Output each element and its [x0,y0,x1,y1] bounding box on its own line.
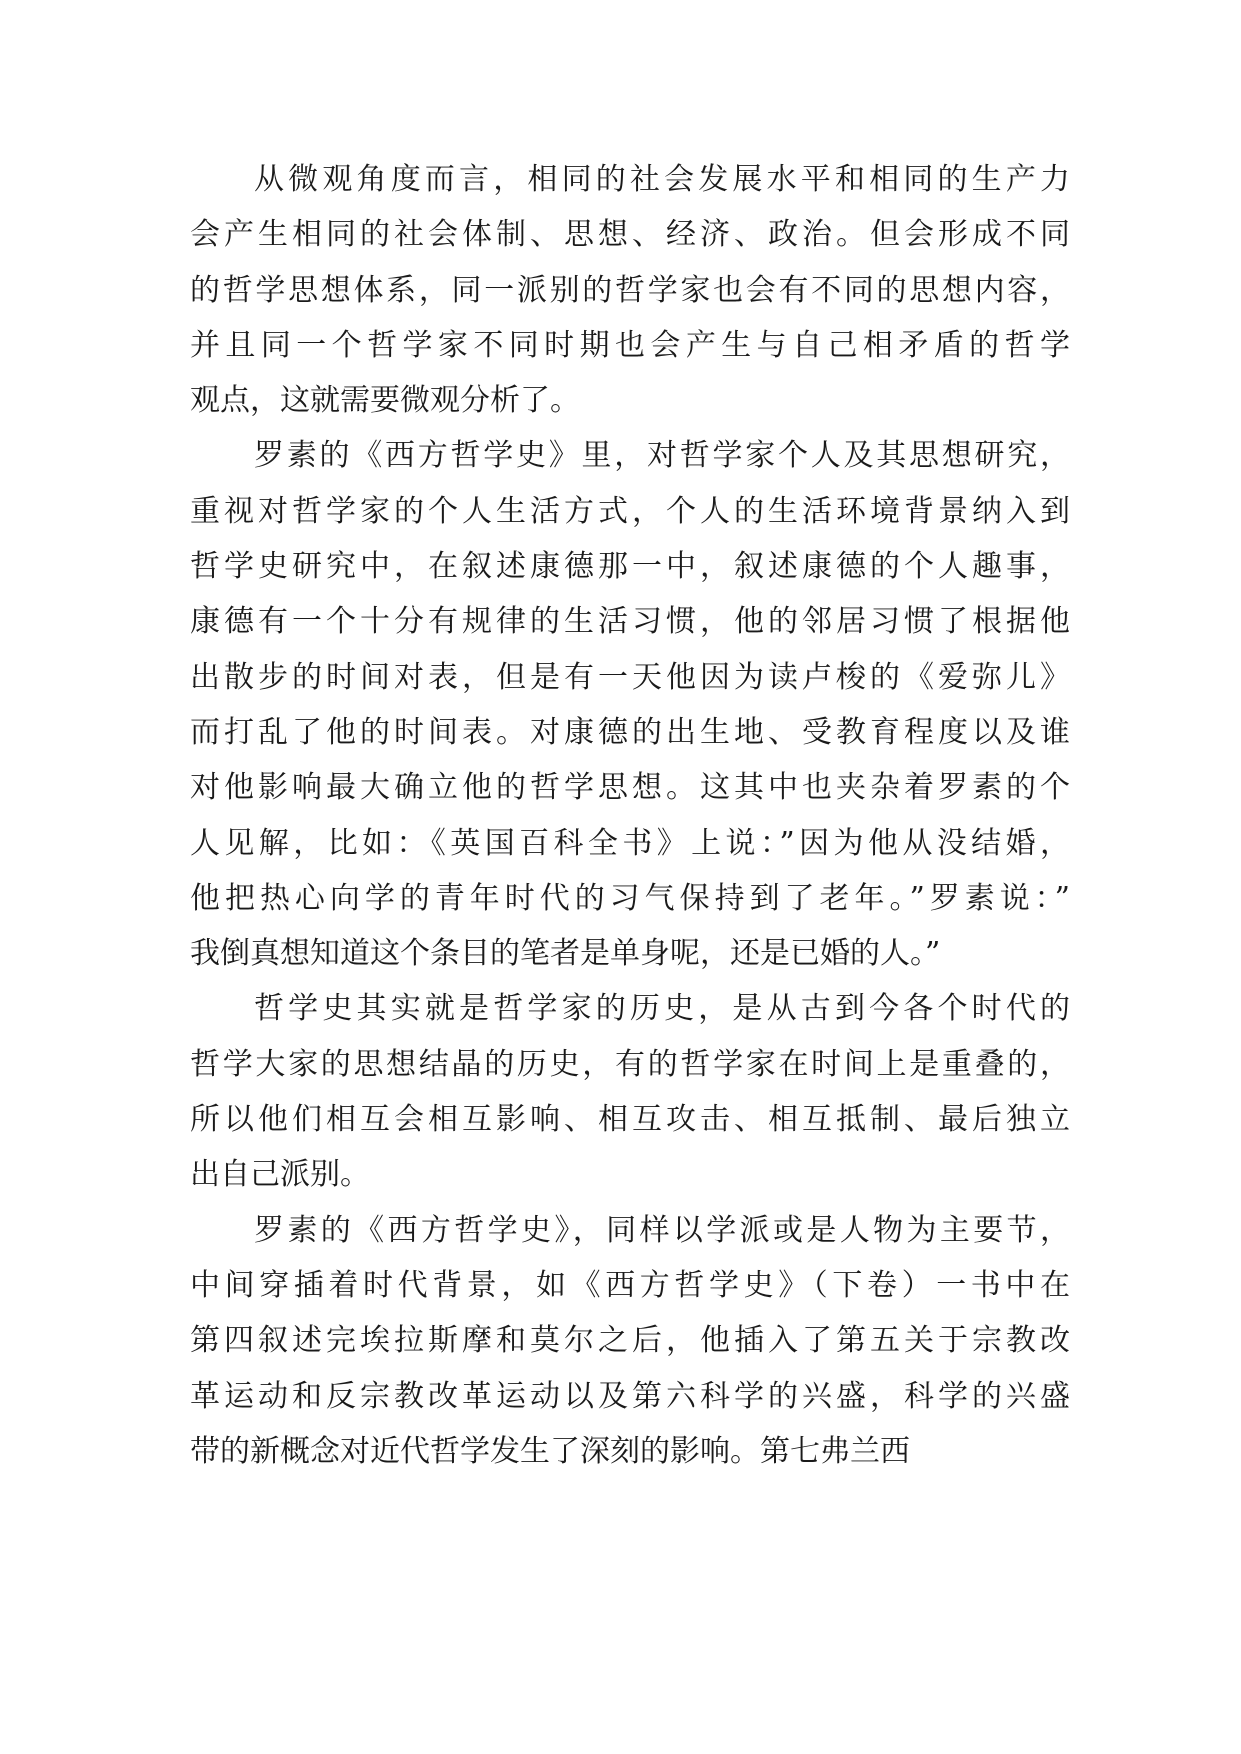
text-line: 哲学史研究中，在叙述康德那一中，叙述康德的个人趣事， [190,549,1070,585]
text-line: 康德有一个十分有规律的生活习惯，他的邻居习惯了根据他 [190,604,1070,640]
text-line: 的哲学思想体系，同一派别的哲学家也会有不同的思想内容， [190,272,1070,308]
text-line: 我倒真想知道这个条目的笔者是单身呢，还是已婚的人。” [190,936,941,972]
text-line: 从微观角度而言，相同的社会发展水平和相同的生产力 [254,162,1070,197]
text-line: 他把热心向学的青年时代的习气保持到了老年。”罗素说：” [190,880,1070,916]
text-line: 中间穿插着时代背景，如《西方哲学史》（下卷）一书中在 [190,1267,1070,1303]
text-line: 重视对哲学家的个人生活方式，个人的生活环境背景纳入到 [190,493,1070,529]
paragraph-3 [190,981,1070,1202]
text-line: 会产生相同的社会体制、思想、经济、政治。但会形成不同 [190,217,1070,253]
text-line: 观点，这就需要微观分析了。 [190,383,580,419]
text-line: 出散步的时间对表，但是有一天他因为读卢梭的《爱弥儿》 [190,659,1070,695]
text-line: 对他影响最大确立他的哲学思想。这其中也夹杂着罗素的个 [190,770,1070,806]
body-text [190,152,1070,1479]
text-line: 而打乱了他的时间表。对康德的出生地、受教育程度以及谁 [190,714,1070,750]
text-line: 罗素的《西方哲学史》里，对哲学家个人及其思想研究， [254,438,1070,474]
text-line: 所以他们相互会相互影响、相互攻击、相互抵制、最后独立 [190,1102,1070,1138]
text-line: 哲学史其实就是哲学家的历史，是从古到今各个时代的 [254,991,1070,1027]
paragraph-4 [190,1203,1070,1479]
text-line: 革运动和反宗教改革运动以及第六科学的兴盛，科学的兴盛 [190,1378,1070,1414]
text-line: 罗素的《西方哲学史》，同样以学派或是人物为主要节， [254,1212,1070,1248]
text-line: 带的新概念对近代哲学发生了深刻的影响。第七弗兰西 [190,1433,910,1469]
text-line: 第四叙述完埃拉斯摩和莫尔之后，他插入了第五关于宗教改 [190,1323,1070,1359]
paragraph-2 [190,428,1070,981]
paragraph-1 [190,152,1070,428]
text-line: 人见解，比如：《英国百科全书》上说：”因为他从没结婚， [190,825,1070,861]
text-line: 出自己派别。 [190,1157,370,1193]
text-line: 并且同一个哲学家不同时期也会产生与自己相矛盾的哲学 [190,327,1070,363]
text-line: 哲学大家的思想结晶的历史，有的哲学家在时间上是重叠的， [190,1046,1070,1082]
